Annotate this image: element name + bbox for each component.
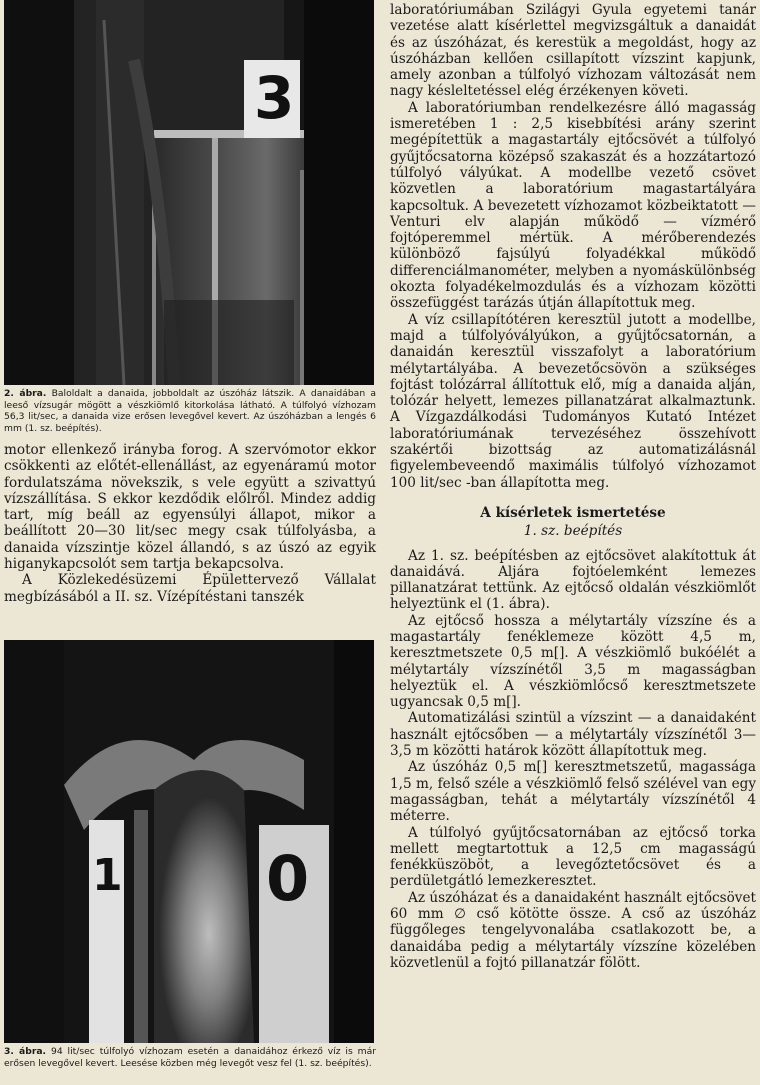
right-paragraph-3: A víz csillapítótéren keresztül jutott a modellbe, majd a túlfolyóvályúkon, a gyűjtőcsatornán, a danaidán keresztül visszafolyt a laboratórium mélytartályába. A bevezetőcsövön a szükséges fojtást tolózárral állítottuk elő, míg a danaida alján, tolózár helyett, lemezes pillanatzárat alkalmaztunk. A Vízgazdálkodási Tudományos Kutató Intézet laboratóriumának tervezéséhez összehívott szakértői bizottság az automatizálásnál figyelembeveendő maximális túlfolyó vízhozamot 100 lit/sec -ban állapította meg.: [390, 311, 756, 491]
section-heading: A kísérletek ismertetése: [480, 504, 666, 521]
figure-3-marking-left: 1: [92, 850, 123, 901]
right-paragraph-4: Az 1. sz. beépítésben az ejtőcsövet alakítottuk át danaidává. Aljára fojtóelemként lemezes pillanatzárat tettünk. Az ejtőcső oldalán vészkiömlőt helyeztünk el (1. ábra).: [390, 547, 756, 613]
right-paragraph-8: A túlfolyó gyűjtőcsatornában az ejtőcső torka mellett megtartottuk a 12,5 cm magasságú fenékküszöböt, a levegőztetőcsövet és a perdületgátló lemezkeresztet.: [390, 824, 756, 890]
right-paragraph-2: A laboratóriumban rendelkezésre álló magasság ismeretében 1 : 2,5 kisebbítési arány szerint megépítettük a magastartály ejtőcsövét a túlfolyó gyűjtőcsatorna középső szakaszát és a hozzátartozó túlfolyó vályúkat. A modellbe vezető csövet közvetlen a laboratórium magastartályára kapcsoltuk. A bevezetett vízhozamot közbeiktatott — Venturi elv alapján működő — vízmérő fojtóperemmel mértük. A mérőberendezés különböző fajsúlyú folyadékkal működő differenciálmanométer, melyben a nyomáskülönbség okozta folyadékelmozdulás és a vízhozam közötti összefüggést tarázás útján állapítottuk meg.: [390, 99, 756, 312]
figure-3-caption-text: 94 lit/sec túlfolyó vízhozam esetén a danaidához érkező víz is már erősen levegővel kevert. Leesése közben még levegőt vesz fel (1. sz. beépítés).: [4, 1046, 376, 1069]
figure-2-caption: [4, 388, 376, 434]
left-paragraph-2: A Közlekedésüzemi Épülettervező Vállalat megbízásából a II. sz. Vízépítéstani tanszék: [4, 572, 376, 605]
figure-3-caption: [4, 1046, 376, 1069]
left-column: [0, 0, 378, 1085]
figure-2-image: [4, 0, 374, 385]
figure-3-marking-right: 0: [266, 842, 310, 915]
figure-2-caption-label: 2. ábra.: [4, 388, 47, 399]
left-paragraph-1: motor ellenkező irányba forog. A szervómotor ekkor csökkenti az előtét-ellenállást, az egyenáramú motor fordulatszáma növekszik, s vele együtt a szivattyú vízszállítása. S ekkor kezdődik előlről. Mindez addig tart, míg beáll az egyensúlyi állapot, mikor a beállított 20—30 lit/sec megy csak túlfolyásba, a danaida vízszintje közel állandó, s az úszó az egyik higanykapcsolót sem tartja bekapcsolva.: [4, 442, 376, 573]
right-paragraph-1: laboratóriumában Szilágyi Gyula egyetemi tanár vezetése alatt kísérlettel megvizsgáltuk a danaidát és az úszóházat, és kerestük a megoldást, hogy az úszóházban kellően csillapított vízszint kapjunk, amely azonban a túlfolyó vízhozam változását nem nagy késleltetéssel elég érzékenyen követi.: [390, 2, 756, 100]
right-paragraph-7: Az úszóház 0,5 m[] keresztmetszetű, magassága 1,5 m, felső széle a vészkiömlő felső szélével van egy magasságban, tehát a mélytartály vízszínétől 4 méterre.: [390, 759, 756, 825]
left-body-text: [4, 442, 376, 605]
right-column: [390, 0, 756, 1085]
figure-3-caption-label: 3. ábra.: [4, 1046, 47, 1057]
figure-3-photo: [4, 640, 374, 1043]
figure-3-image: [4, 640, 374, 1043]
right-paragraph-9: Az úszóházat és a danaidaként használt ejtőcsövet 60 mm ∅ cső kötötte össze. A cső az úszóház függőleges tengelyvonalába csatlakozott be, a danaidába pedig a mélytartály vízszíne közelében közvetlenül a fojtó pillanatzár fölött.: [390, 889, 756, 971]
right-body-text: [390, 2, 756, 971]
figure-2-photo: [4, 0, 374, 385]
figure-2-caption-text: Baloldalt a danaida, jobboldalt az úszóház látszik. A danaidában a leeső vízsugár mögött a vészkiömlő kitorkolása látható. A túlfolyó vízhozam 56,3 lit/sec, a danaida vize erősen levegővel kevert. Az úszóházban a lengés 6 mm (1. sz. beépítés).: [4, 388, 376, 434]
section-subheading: 1. sz. beépítés: [523, 523, 623, 540]
figure-2-marking: 3: [254, 64, 295, 132]
right-paragraph-6: Automatizálási szintül a vízszint — a danaidaként használt ejtőcsőben — a mélytartály vízszínétől 3—3,5 m közötti határok között állapítottuk meg.: [390, 710, 756, 760]
right-paragraph-5: Az ejtőcső hossza a mélytartály vízszíne és a magastartály fenéklemeze között 4,5 m, keresztmetszete 0,5 m[]. A vészkiömlő bukóélét a mélytartály vízszínétől 3,5 m magasságban helyeztük el. A vészkiömlőcső keresztmetszete ugyancsak 0,5 m[].: [390, 612, 756, 711]
